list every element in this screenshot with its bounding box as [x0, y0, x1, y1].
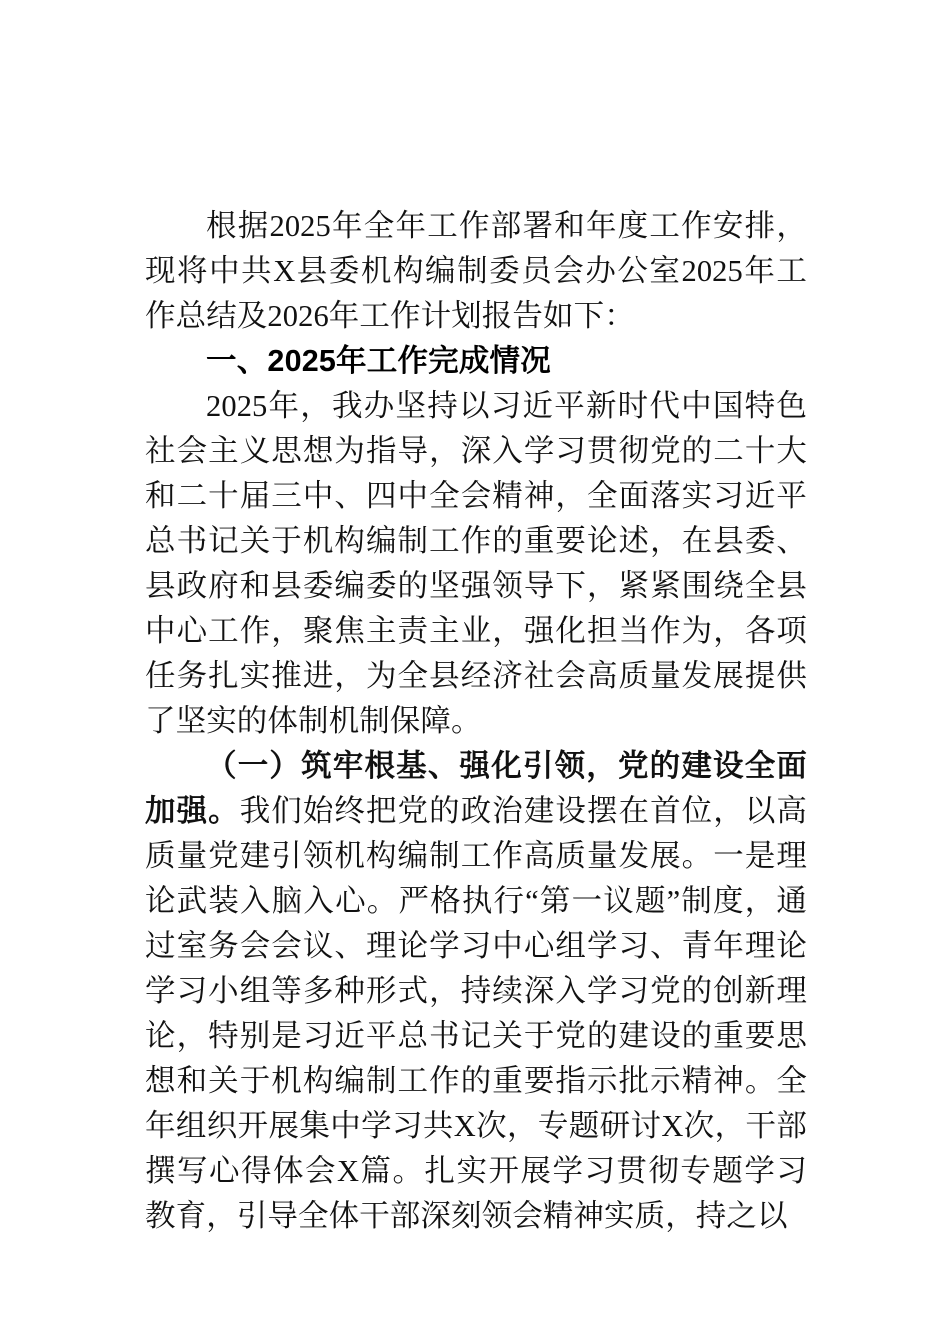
section-heading-1: 一、2025年工作完成情况 — [206, 344, 551, 378]
subsection-1-paragraph — [145, 744, 807, 1239]
section-1-body-paragraph: 2025年，我办坚持以习近平新时代中国特色社会主义思想为指导，深入学习贯彻党的二十大和二十届三中、四中全会精神，全面落实习近平总书记关于机构编制工作的重要论述，在县委、县政府和县委编委的坚强领导下，紧紧围绕全县中心工作，聚焦主责主业，强化担当作为，各项任务扎实推进，为全县经济社会高质量发展提供了坚实的体制机制保障。 — [145, 389, 807, 738]
title-body-spacer — [145, 158, 807, 204]
intro-paragraph: 根据2025年全年工作部署和年度工作安排，现将中共X县委机构编制委员会办公室2025年工作总结及2026年工作计划报告如下： — [145, 209, 807, 333]
subsection-1-lead: （一）筑牢根基、强化引领，党的建设全面加强。 — [145, 749, 807, 828]
document-content — [145, 0, 807, 1239]
page-title — [145, 0, 807, 158]
subsection-1-body: 我们始终把党的政治建设摆在首位，以高质量党建引领机构编制工作高质量发展。一是理论武装入脑入心。严格执行“第一议题”制度，通过室务会会议、理论学习中心组学习、青年理论学习小组等多种形式，持续深入学习党的创新理论，特别是习近平总书记关于党的建设的重要思想和关于机构编制工作的重要指示批示精神。全年组织开展集中学习共X次，专题研讨X次，干部撰写心得体会X篇。扎实开展学习贯彻专题学习教育，引导全体干部深刻领会精神实质，持之以 — [145, 794, 807, 1233]
